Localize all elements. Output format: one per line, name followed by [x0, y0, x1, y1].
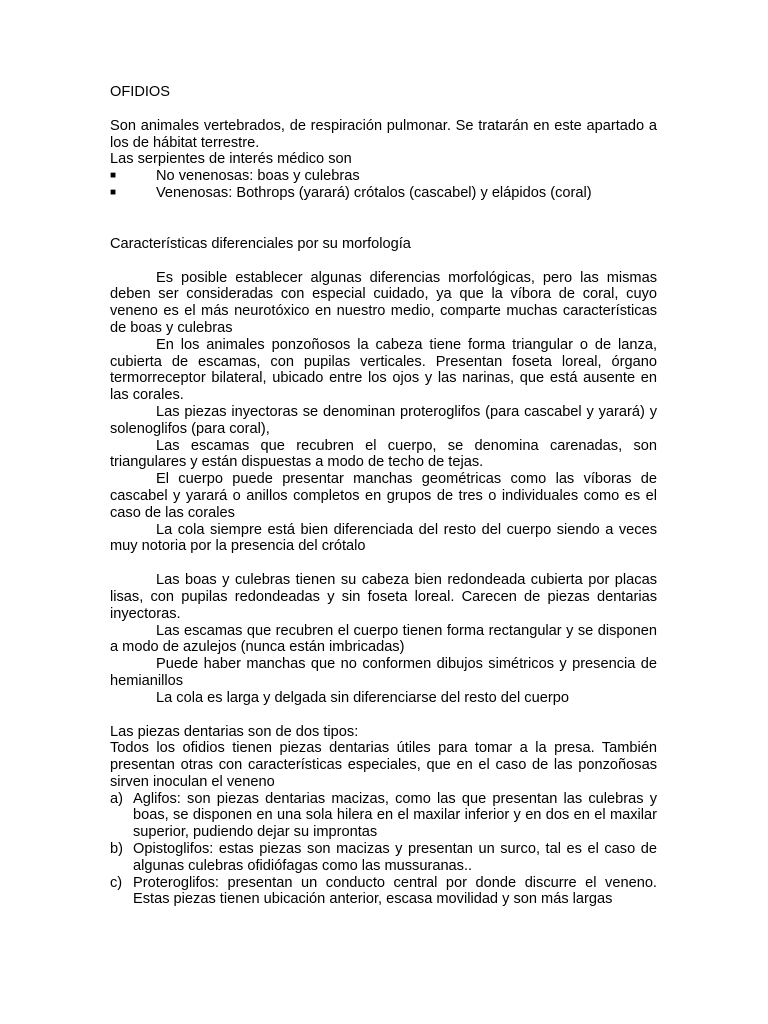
venenosas-paragraph: Es posible establecer algunas diferencias morfológicas, pero las mismas deben ser consideradas con especial cuidado, ya que la víbora de coral, cuyo veneno es el más neurotóxico en nuestro medio, comparte muchas características de boas y culebras: [110, 269, 657, 336]
no-venenosas-paragraph: Las boas y culebras tienen su cabeza bien redondeada cubierta por placas lisas, con pupilas redondeadas y sin foseta loreal. Carecen de piezas dentarias inyectoras.: [110, 572, 657, 622]
section-heading: Características diferenciales por su morfología: [110, 235, 411, 252]
no-venenosas-paragraph: Puede haber manchas que no conformen dibujos simétricos y presencia de hemianillos: [110, 656, 657, 689]
venenosas-paragraph: La cola siempre está bien diferenciada del resto del cuerpo siendo a veces muy notoria por la presencia del crótalo: [110, 521, 657, 555]
spacer: [110, 707, 657, 724]
teeth-list-item: [110, 791, 657, 841]
bullet-item: [110, 185, 657, 202]
venenosas-paragraph: En los animales ponzoñosos la cabeza tiene forma triangular o de lanza, cubierta de escamas, con pupilas verticales. Presentan foseta loreal, órgano termorreceptor bilateral, ubicado entre los ojos y las narinas, que está ausente en las corales.: [110, 336, 657, 404]
document-page: [110, 84, 657, 908]
spacer: [110, 253, 657, 270]
bullet-text: No venenosas: boas y culebras: [156, 168, 360, 185]
list-marker: a): [110, 790, 123, 807]
teeth-intro: Todos los ofidios tienen piezas dentarias útiles para tomar a la presa. También presentan otras con características especiales, que en el caso de las ponzoñosas sirven inoculan el veneno: [110, 740, 657, 790]
venenosas-paragraph: El cuerpo puede presentar manchas geométricas como las víboras de cascabel y yarará o anillos completos en grupos de tres o individuales como es el caso de las corales: [110, 471, 657, 521]
bullet-text: Venenosas: Bothrops (yarará) crótalos (cascabel) y elápidos (coral): [156, 184, 592, 201]
venenosas-paragraph: Las piezas inyectoras se denominan proteroglifos (para cascabel y yarará) y solenoglifos (para coral),: [110, 403, 657, 437]
spacer: [110, 555, 657, 572]
list-item-text: Proteroglifos: presentan un conducto central por donde discurre el veneno. Estas piezas tienen ubicación anterior, escasa movilidad y son más largas: [133, 874, 657, 908]
venenosas-paragraph: Las escamas que recubren el cuerpo, se denomina carenadas, son triangulares y están dispuestas a modo de techo de tejas.: [110, 437, 657, 471]
intro-paragraph: Son animales vertebrados, de respiración pulmonar. Se tratarán en este apartado a los de hábitat terrestre.: [110, 117, 657, 151]
list-item-text: Aglifos: son piezas dentarias macizas, como las que presentan las culebras y boas, se disponen en una sola hilera en el maxilar inferior y en dos en el maxilar superior, pudiendo dejar su improntas: [133, 790, 657, 841]
no-venenosas-paragraph: Las escamas que recubren el cuerpo tienen forma rectangular y se disponen a modo de azulejos (nunca están imbricadas): [110, 622, 657, 656]
intro-subheading: Las serpientes de interés médico son: [110, 151, 352, 168]
spacer: [110, 202, 657, 236]
document-title: OFIDIOS: [110, 84, 170, 100]
no-venenosas-paragraph: La cola es larga y delgada sin diferenciarse del resto del cuerpo: [156, 689, 569, 706]
list-item-text: Opistoglifos: estas piezas son macizas y presentan un surco, tal es el caso de algunas culebras ofidiófagas como las mussuranas..: [133, 841, 657, 874]
teeth-list-item: [110, 841, 657, 875]
teeth-list-item: [110, 875, 657, 909]
bullet-marker: ■: [110, 170, 117, 182]
bullet-marker: ■: [110, 186, 117, 198]
bullet-item: [110, 168, 657, 185]
list-marker: b): [110, 841, 123, 858]
list-marker: c): [110, 874, 123, 891]
teeth-heading: Las piezas dentarias son de dos tipos:: [110, 723, 359, 740]
